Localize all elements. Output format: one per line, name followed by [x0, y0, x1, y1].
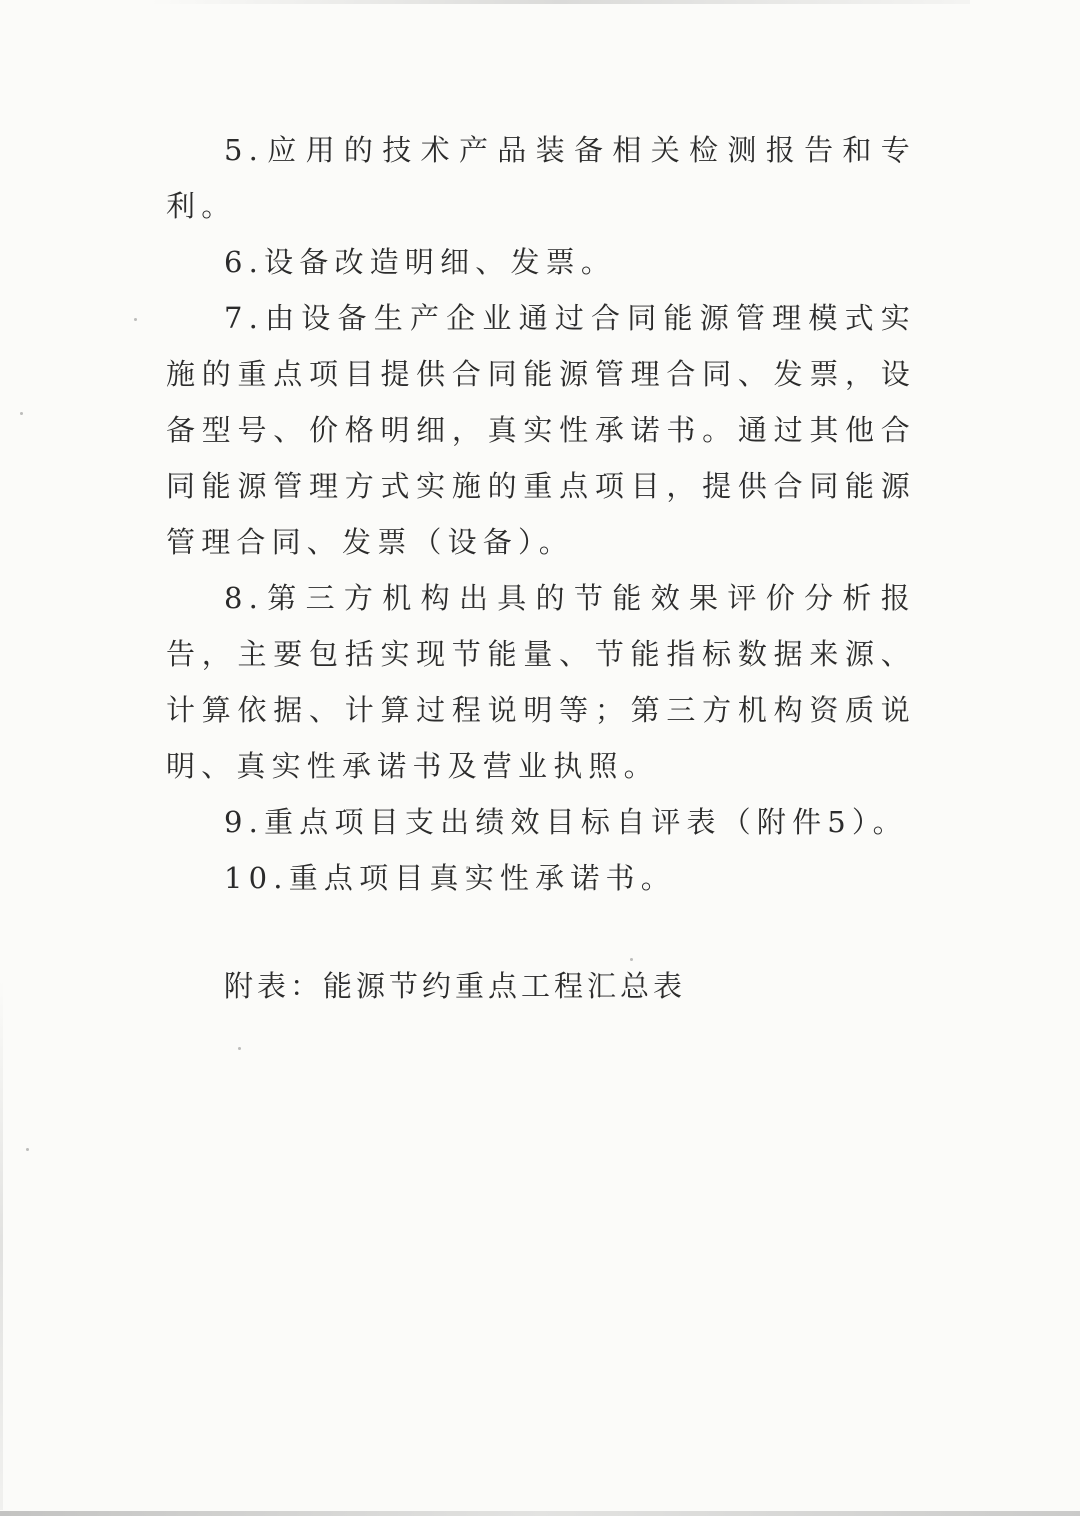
scan-edge-left: [0, 980, 3, 1510]
scan-edge-top: [150, 0, 970, 4]
scan-speck: [26, 1148, 29, 1151]
scan-speck: [134, 318, 137, 321]
list-item: 6.设备改造明细、发票。: [224, 245, 617, 279]
list-item: 7.由设备生产企业通过合同能源管理模式实施的重点项目提供合同能源管理合同、发票，设备型号、价格明细，真实性承诺书。通过其他合同能源管理方式实施的重点项目，提供合同能源管理合同、发票（设备）。: [166, 301, 916, 559]
attachment-note: 附表：能源节约重点工程汇总表: [224, 969, 687, 1003]
list-item: 9.重点项目支出绩效目标自评表（附件5）。: [224, 805, 908, 839]
list-item: 8.第三方机构出具的节能效果评价分析报告，主要包括实现节能量、节能指标数据来源、计算依据、计算过程说明等；第三方机构资质说明、真实性承诺书及营业执照。: [166, 581, 916, 783]
scan-edge-bottom: [0, 1511, 1080, 1516]
document-body: [166, 122, 916, 1014]
scan-speck: [20, 412, 23, 415]
list-item: 5.应用的技术产品装备相关检测报告和专利。: [166, 133, 916, 223]
list-item: 10.重点项目真实性承诺书。: [224, 861, 676, 895]
scan-speck: [238, 1047, 241, 1050]
